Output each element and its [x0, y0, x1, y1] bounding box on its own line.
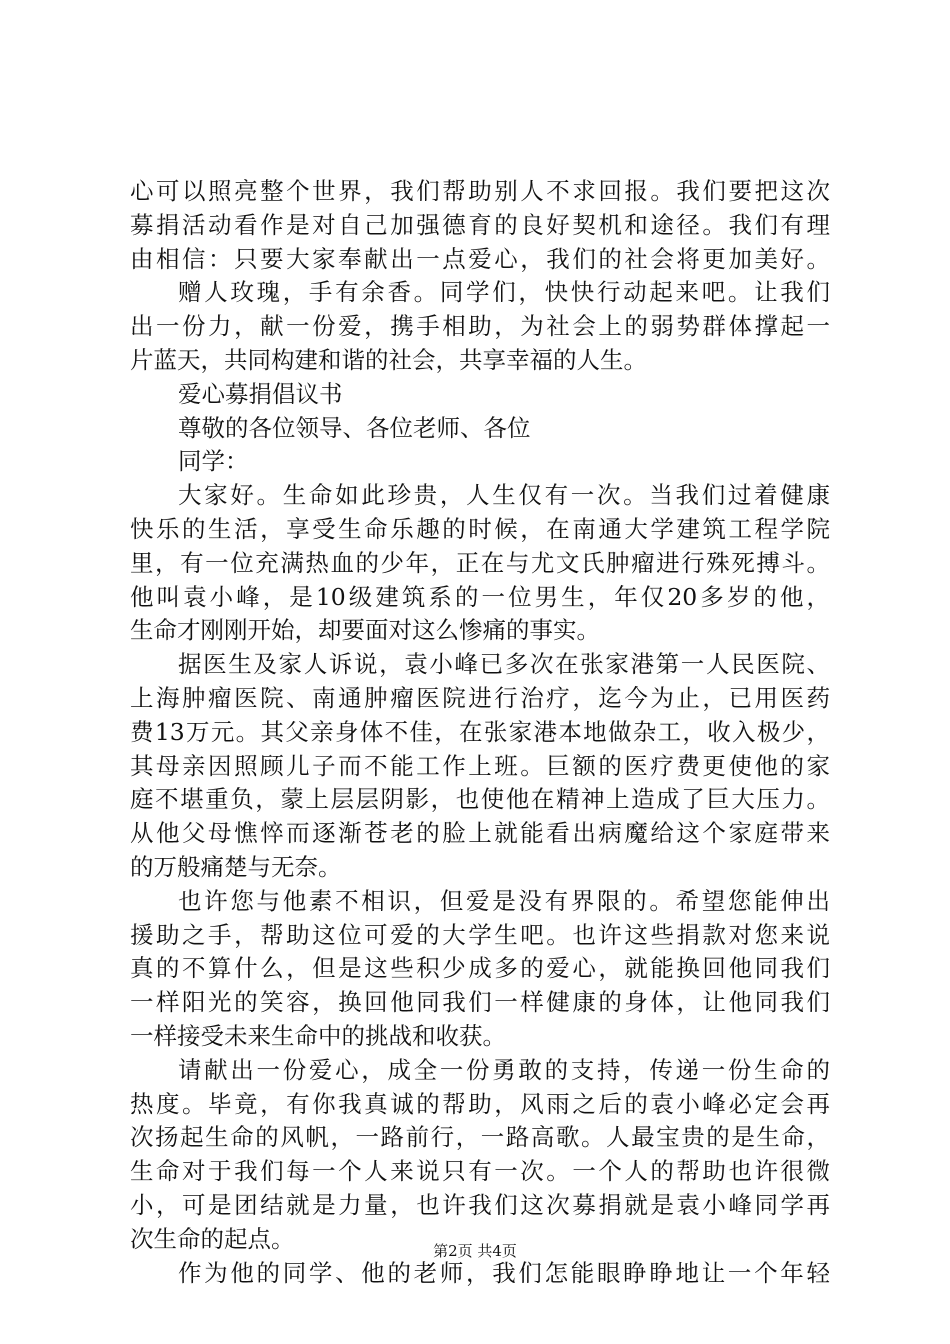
text-line: 援助之手，帮助这位可爱的大学生吧。也许这些捐款对您来说: [130, 920, 830, 949]
heading-title: 爱心募捐倡议书: [178, 379, 343, 408]
text-line: 庭不堪重负，蒙上层层阴影，也使他在精神上造成了巨大压力。: [130, 785, 830, 814]
text-line: 募捐活动看作是对自己加强德育的良好契机和途径。我们有理: [130, 210, 830, 239]
text-line: 费13万元。其父亲身体不佳，在张家港本地做杂工，收入极少，: [130, 717, 830, 746]
salutation-line: 尊敬的各位领导、各位老师、各位: [178, 413, 531, 442]
text-line: 也许您与他素不相识，但爱是没有界限的。希望您能伸出: [178, 886, 830, 915]
text-line: 据医生及家人诉说，袁小峰已多次在张家港第一人民医院、: [178, 650, 830, 679]
text-line: 其母亲因照顾儿子而不能工作上班。巨额的医疗费更使他的家: [130, 751, 830, 780]
text-line: 生命才刚刚开始，却要面对这么惨痛的事实。: [130, 616, 600, 645]
text-line: 热度。毕竟，有你我真诚的帮助，风雨之后的袁小峰必定会再: [130, 1089, 830, 1118]
text-line: 上海肿瘤医院、南通肿瘤医院进行治疗，迄今为止，已用医药: [130, 683, 830, 712]
text-line: 次扬起生命的风帆，一路前行，一路高歌。人最宝贵的是生命，: [130, 1123, 830, 1152]
text-line: 生命对于我们每一个人来说只有一次。一个人的帮助也许很微: [130, 1157, 830, 1186]
text-line: 片蓝天，共同构建和谐的社会，共享幸福的人生。: [130, 345, 647, 374]
text-line: 大家好。生命如此珍贵，人生仅有一次。当我们过着健康: [178, 481, 830, 510]
text-line: 出一份力，献一份爱，携手相助，为社会上的弱势群体撑起一: [130, 312, 830, 341]
text-line: 小，可是团结就是力量，也许我们这次募捐就是袁小峰同学再: [130, 1190, 830, 1219]
text-line: 心可以照亮整个世界，我们帮助别人不求回报。我们要把这次: [130, 177, 830, 205]
page-number: 第2页 共4页: [433, 1242, 517, 1260]
text-line: 快乐的生活，享受生命乐趣的时候，在南通大学建筑工程学院: [130, 514, 830, 543]
text-line: 请献出一份爱心，成全一份勇敢的支持，传递一份生命的: [178, 1055, 830, 1084]
document-body: [130, 175, 830, 1290]
text-line: 里，有一位充满热血的少年，正在与尤文氏肿瘤进行殊死搏斗。: [130, 548, 830, 577]
text-line: 赠人玫瑰，手有余香。同学们，快快行动起来吧。让我们: [178, 278, 830, 307]
text-line: 一样接受未来生命中的挑战和收获。: [130, 1021, 506, 1050]
text-line: 的万般痛楚与无奈。: [130, 852, 342, 881]
text-line: 他叫袁小峰，是10级建筑系的一位男生，年仅20多岁的他，: [130, 582, 830, 611]
text-line: 次生命的起点。: [130, 1224, 295, 1253]
text-line: 从他父母憔悴而逐渐苍老的脸上就能看出病魔给这个家庭带来: [130, 819, 830, 848]
text-line: 真的不算什么，但是这些积少成多的爱心，就能换回他同我们: [130, 954, 830, 983]
text-line: 由相信：只要大家奉献出一点爱心，我们的社会将更加美好。: [130, 244, 830, 273]
salutation-line: 同学：: [178, 447, 249, 476]
text-line: 一样阳光的笑容，换回他同我们一样健康的身体，让他同我们: [130, 988, 830, 1017]
text-line: 作为他的同学、他的老师，我们怎能眼睁睁地让一个年轻: [178, 1258, 830, 1287]
